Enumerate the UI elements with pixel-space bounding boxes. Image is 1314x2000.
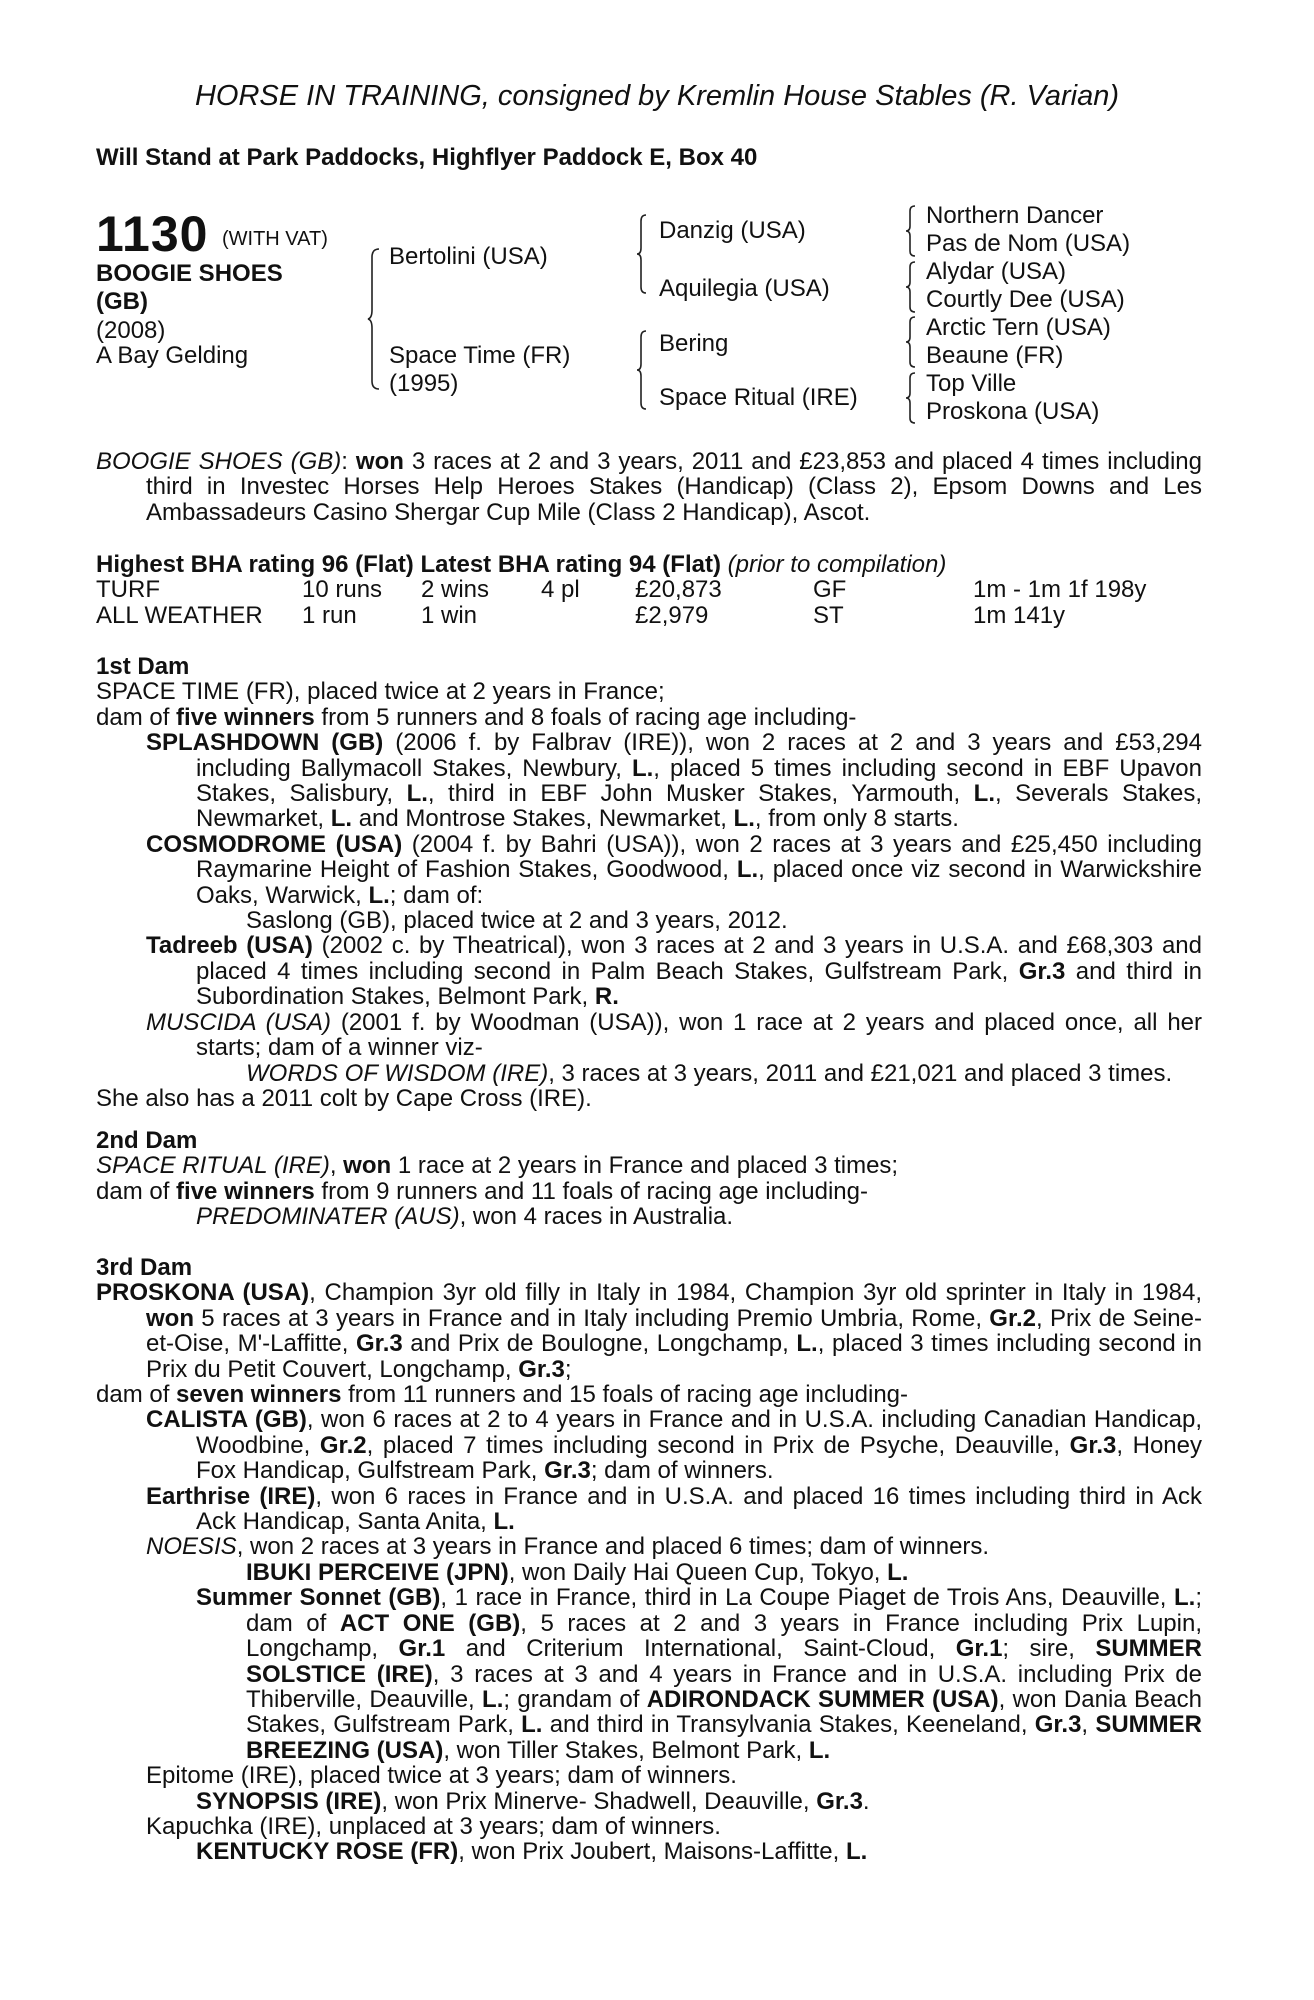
sire-sire: Danzig (USA) (659, 217, 806, 244)
foaling-year: (2008) (96, 317, 166, 344)
third-dam-section: 3rd Dam PROSKONA (USA), Champion 3yr old filly in Italy in 1984, Champion 3yr old sprinter in Italy in 1984, won 5 races at 3 years in France and in Italy including Premio Umbria, Rome, Gr.2, Prix de Seine-et-Oise, M'-Laffitte, Gr.3 and Prix de Boulogne, Longchamp, L., placed 3 times including second in Prix du Petit Couvert, Longchamp, Gr.3; dam of seven winners from 11 runners and 15 foals of racing age including- CALISTA (GB), won 6 races at 2 to 4 years in France and in U.S.A. including Canadian Handicap, Woodbine, Gr.2, placed 7 times including second in Prix de Psyche, Deauville, Gr.3, Honey Fox Handicap, Gulfstream Park, Gr.3; dam of winners. Earthrise (IRE), won 6 races in France and in U.S.A. and placed 16 times including third in Ack Ack Handicap, Santa Anita, L. NOESIS, won 2 races at 3 years in France and placed 6 times; dam of winners. IBUKI PERCEIVE (JPN), won Daily Hai Queen Cup, Tokyo, L. Summer Sonnet (GB), 1 race in France, third in La Coupe Piaget de Trois Ans, Deauville, L.; dam of ACT ONE (GB), 5 races at 2 and 3 years in France including Prix Lupin, Longchamp, Gr.1 and Criterium International, Saint-Cloud, Gr.1; sire, SUMMER SOLSTICE (IRE), 3 races at 3 and 4 years in France and in U.S.A. including Prix de Thiberville, Deauville, L.; grandam of ADIRONDACK SUMMER (USA), won Dania Beach Stakes, Gulfstream Park, L. and third in Transylvania Stakes, Keeneland, Gr.3, SUMMER BREEZING (USA), won Tiller Stakes, Belmont Park, L. Epitome (IRE), placed twice at 3 years; dam of winners. SYNOPSIS (IRE), won Prix Minerve- Shadwell, Deauville, Gr.3. Kapuchka (IRE), unplaced at 3 years; dam of winners. KENTUCKY ROSE (FR), won Prix Joubert, Maisons-Laffitte, L. (96, 1254, 1203, 1866)
first-dam-title: 1st Dam (96, 653, 190, 680)
rating-runs: 1 run (302, 602, 357, 629)
rating-surface: TURF (96, 576, 160, 603)
stand-location: Will Stand at Park Paddocks, Highflyer Paddock E, Box 40 (96, 144, 758, 171)
second-dam-title: 2nd Dam (96, 1127, 198, 1154)
progeny-entry: Summer Sonnet (GB), 1 race in France, third in La Coupe Piaget de Trois Ans, Deauville, L.; dam of ACT ONE (GB), 5 races at 2 and 3 years in France including Prix Lupin, Longchamp, Gr.1 and Criterium International, Saint-Cloud, Gr.1; sire, SUMMER SOLSTICE (IRE), 3 races at 3 and 4 years in France and in U.S.A. including Prix de Thiberville, Deauville, L.; grandam of ADIRONDACK SUMMER (USA), won Dania Beach Stakes, Gulfstream Park, L. and third in Transylvania Stakes, Keeneland, Gr.3, SUMMER BREEZING (USA), won Tiller Stakes, Belmont Park, L. (196, 1584, 1203, 1764)
rating-placed: 4 pl (541, 576, 580, 603)
page-title: HORSE IN TRAINING, consigned by Kremlin House Stables (R. Varian) (194, 80, 1120, 112)
dd-brace (906, 372, 916, 424)
rating-going: GF (813, 576, 847, 603)
sire-dam-sire: Alydar (USA) (926, 258, 1067, 285)
progeny-entry: COSMODROME (USA) (2004 f. by Bahri (USA)), won 2 races at 3 years and £25,450 including Raymarine Height of Fashion Stakes, Goodwood, L., placed once viz second in Warwickshire Oaks, Warwick, L.; dam of: (146, 830, 1202, 909)
dam-dam: Space Ritual (IRE) (659, 384, 858, 411)
second-dam-section: 2nd Dam SPACE RITUAL (IRE), won 1 race at 2 years in France and placed 3 times; dam of five winners from 9 runners and 11 foals of racing age including- PREDOMINATER (AUS), won 4 races in Australia. (96, 1128, 1202, 1230)
rating-distance: 1m 141y (973, 602, 1066, 629)
ss-brace (906, 205, 916, 257)
progeny-entry: Saslong (GB), placed twice at 2 and 3 years, 2012. (246, 907, 788, 935)
dam-dam-dam: Proskona (USA) (926, 398, 1100, 425)
bha-rating: Highest BHA rating 96 (Flat) Latest BHA rating 94 (Flat) (prior to compilation) (96, 551, 947, 578)
rating-prize: £20,873 (635, 576, 722, 603)
rating-distance: 1m - 1m 1f 198y (973, 576, 1147, 603)
progeny-entry: Earthrise (IRE), won 6 races in France and in U.S.A. and placed 16 times including third in Ack Ack Handicap, Santa Anita, L. (146, 1482, 1203, 1536)
horse-description: A Bay Gelding (96, 342, 249, 369)
third-dam-title: 3rd Dam (96, 1254, 193, 1281)
dam-sire-dam: Beaune (FR) (926, 342, 1064, 369)
sd-brace (906, 261, 916, 313)
progeny-entry: CALISTA (GB), won 6 races at 2 to 4 years in France and in U.S.A. including Canadian Handicap, Woodbine, Gr.2, placed 7 times including second in Prix de Psyche, Deauville, Gr.3, Honey Fox Handicap, Gulfstream Park, Gr.3; dam of winners. (146, 1406, 1202, 1485)
sire-parents-brace (637, 214, 647, 294)
progeny-entry: Kapuchka (IRE), unplaced at 3 years; dam of winners. (146, 1812, 721, 1840)
progeny-entry: Epitome (IRE), placed twice at 3 years; dam of winners. (146, 1762, 737, 1790)
rating-runs: 10 runs (302, 576, 383, 603)
sire-dam: Aquilegia (USA) (659, 275, 830, 302)
race-summary: BOOGIE SHOES (GB): won 3 races at 2 and 3 years, 2011 and £23,853 and placed 4 times including third in Investec Horses Help Heroes Stakes (Handicap) (Class 2), Epsom Downs and Les Ambassadeurs Casino Shergar Cup Mile (Class 2 Handicap), Ascot. (96, 448, 1202, 526)
ds-brace (906, 316, 916, 368)
rating-wins: 1 win (421, 602, 478, 629)
progeny-entry: MUSCIDA (USA) (2001 f. by Woodman (USA)), won 1 race at 2 years and placed once, all her starts; dam of a winner viz- (146, 1008, 1203, 1062)
dam-year: (1995) (389, 370, 459, 397)
sire-dam-dam: Courtly Dee (USA) (926, 286, 1125, 313)
progeny-entry: SYNOPSIS (IRE), won Prix Minerve- Shadwell, Deauville, Gr.3. (196, 1787, 870, 1815)
rating-going: ST (813, 602, 844, 629)
sire-sire-sire: Northern Dancer (926, 202, 1104, 229)
sire-dam-brace (368, 248, 380, 390)
progeny-entry: Tadreeb (USA) (2002 c. by Theatrical), won 3 races at 2 and 3 years in U.S.A. and £68,303 and placed 4 times including second in Palm Beach Stakes, Gulfstream Park, Gr.3 and third in Subordination Stakes, Belmont Park, R. (146, 932, 1203, 1011)
dam: Space Time (FR) (389, 342, 571, 369)
dam-dam-sire: Top Ville (926, 370, 1017, 397)
dam-sire-sire: Arctic Tern (USA) (926, 314, 1111, 341)
horse-name: BOOGIE SHOES (GB) (96, 260, 283, 315)
progeny-entry: IBUKI PERCEIVE (JPN), won Daily Hai Queen Cup, Tokyo, L. (246, 1558, 909, 1586)
dam-sire: Bering (659, 330, 729, 357)
vat-note: (WITH VAT) (222, 228, 328, 250)
progeny-entry: KENTUCKY ROSE (FR), won Prix Joubert, Maisons-Laffitte, L. (196, 1838, 868, 1866)
rating-surface: ALL WEATHER (96, 602, 263, 629)
rating-prize: £2,979 (635, 602, 709, 629)
lot-number: 1130 (96, 206, 209, 262)
progeny-entry: SPLASHDOWN (GB) (2006 f. by Falbrav (IRE)), won 2 races at 2 and 3 years and £53,294 including Ballymacoll Stakes, Newbury, L., placed 5 times including second in EBF Upavon Stakes, Salisbury, L., third in EBF John Musker Stakes, Yarmouth, L., Severals Stakes, Newmarket, L. and Montrose Stakes, Newmarket, L., from only 8 starts. (146, 729, 1203, 833)
rating-wins: 2 wins (421, 576, 490, 603)
first-dam-section: 1st Dam SPACE TIME (FR), placed twice at 2 years in France; dam of five winners from 5 runners and 8 foals of racing age including- SPLASHDOWN (GB) (2006 f. by Falbrav (IRE)), won 2 races at 2 and 3 years and £53,294 including Ballymacoll Stakes, Newbury, L., placed 5 times including second in EBF Upavon Stakes, Salisbury, L., third in EBF John Musker Stakes, Yarmouth, L., Severals Stakes, Newmarket, L. and Montrose Stakes, Newmarket, L., from only 8 starts. COSMODROME (USA) (2004 f. by Bahri (USA)), won 2 races at 3 years and £25,450 including Raymarine Height of Fashion Stakes, Goodwood, L., placed once viz second in Warwickshire Oaks, Warwick, L.; dam of: Saslong (GB), placed twice at 2 and 3 years, 2012. Tadreeb (USA) (2002 c. by Theatrical), won 3 races at 2 and 3 years in U.S.A. and £68,303 and placed 4 times including second in Palm Beach Stakes, Gulfstream Park, Gr.3 and third in Subordination Stakes, Belmont Park, R. MUSCIDA (USA) (2001 f. by Woodman (USA)), won 1 race at 2 years and placed once, all her starts; dam of a winner viz- WORDS OF WISDOM (IRE), 3 races at 3 years, 2011 and £21,021 and placed 3 times. She also has a 2011 colt by Cape Cross (IRE). (96, 653, 1203, 1112)
progeny-entry: NOESIS, won 2 races at 3 years in France and placed 6 times; dam of winners. (146, 1533, 990, 1561)
progeny-entry: WORDS OF WISDOM (IRE), 3 races at 3 years, 2011 and £21,021 and placed 3 times. (246, 1059, 1173, 1087)
dam-parents-brace (637, 330, 647, 410)
progeny-entry: PREDOMINATER (AUS), won 4 races in Australia. (196, 1203, 734, 1231)
sire-sire-dam: Pas de Nom (USA) (926, 230, 1131, 257)
sire: Bertolini (USA) (389, 243, 548, 270)
